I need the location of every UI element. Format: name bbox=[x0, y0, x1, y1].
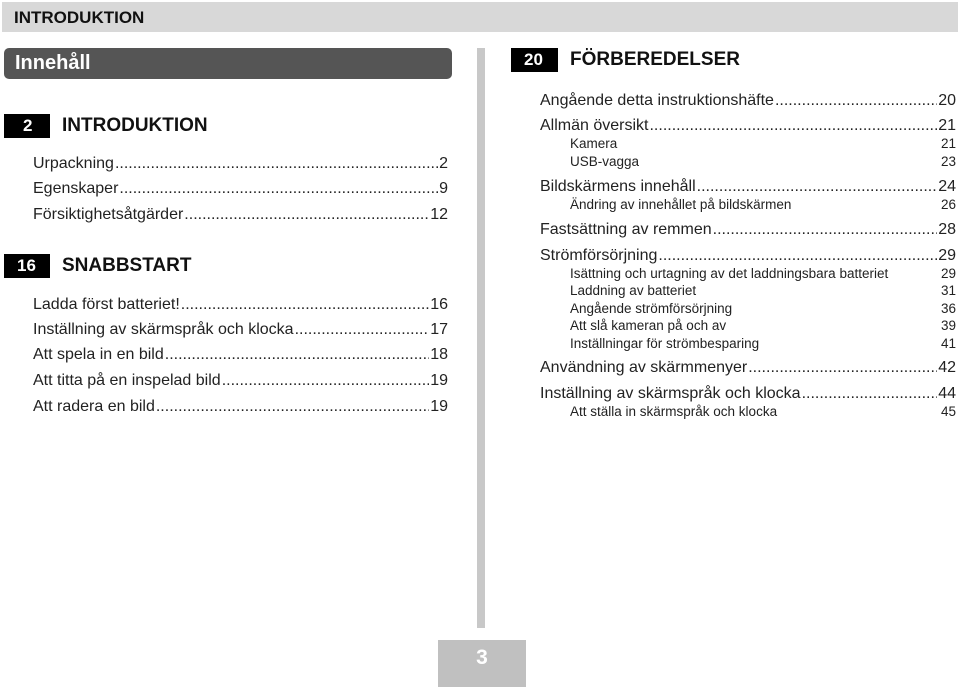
toc-entry[interactable] bbox=[540, 92, 956, 110]
toc-entry-text: Ladda först batteriet! bbox=[33, 296, 180, 313]
toc-entry-page: 21 bbox=[938, 117, 956, 134]
toc-entry[interactable] bbox=[540, 247, 956, 265]
column-divider bbox=[477, 48, 485, 628]
toc-subentry[interactable] bbox=[570, 301, 956, 316]
toc-entry-text: Angående detta instruktionshäfte bbox=[540, 92, 774, 109]
toc-entry[interactable] bbox=[540, 385, 956, 403]
toc-entry-page: 19 bbox=[430, 398, 448, 415]
toc-entry-page: 28 bbox=[938, 221, 956, 238]
toc-entry-page: 19 bbox=[430, 372, 448, 389]
toc-entry-page: 44 bbox=[938, 385, 956, 402]
toc-entry-page: 2 bbox=[439, 155, 448, 172]
toc-entry-page: 16 bbox=[430, 296, 448, 313]
toc-subentry-page: 29 bbox=[940, 266, 956, 281]
toc-leader bbox=[184, 206, 429, 224]
toc-subentry[interactable] bbox=[570, 266, 956, 281]
toc-leader bbox=[802, 385, 938, 403]
contents-heading-bar bbox=[4, 48, 452, 79]
toc-entry-page: 9 bbox=[439, 180, 448, 197]
toc-entry[interactable] bbox=[540, 178, 956, 196]
toc-subentry[interactable] bbox=[570, 197, 956, 212]
toc-entry[interactable] bbox=[33, 296, 448, 314]
toc-entry[interactable] bbox=[33, 346, 448, 364]
toc-leader bbox=[156, 398, 429, 416]
toc-entry-page: 24 bbox=[938, 178, 956, 195]
toc-subentry-text: Kamera bbox=[570, 136, 618, 151]
toc-entry-text: Inställning av skärmspråk och klocka bbox=[33, 321, 294, 338]
toc-subentry-page: 39 bbox=[940, 318, 956, 333]
toc-entry-text: Allmän översikt bbox=[540, 117, 649, 134]
toc-entry-text: Användning av skärmmenyer bbox=[540, 359, 748, 376]
toc-subentry[interactable] bbox=[570, 336, 956, 351]
toc-leader bbox=[697, 178, 938, 196]
toc-subentry-page: 26 bbox=[940, 197, 956, 212]
toc-entry-text: Inställning av skärmspråk och klocka bbox=[540, 385, 801, 402]
toc-leader bbox=[165, 346, 429, 364]
contents-heading: Innehåll bbox=[15, 52, 91, 74]
toc-entry[interactable] bbox=[33, 321, 448, 339]
toc-leader bbox=[181, 296, 429, 314]
toc-leader bbox=[649, 117, 937, 135]
toc-subentry[interactable] bbox=[570, 283, 956, 298]
chapter-title: INTRODUKTION bbox=[14, 8, 145, 27]
toc-entry-text: Egenskaper bbox=[33, 180, 119, 197]
toc-entry[interactable] bbox=[33, 180, 448, 198]
section-header-forberedelser bbox=[511, 48, 951, 72]
toc-entry-text: Bildskärmens innehåll bbox=[540, 178, 696, 195]
toc-entry-page: 17 bbox=[430, 321, 448, 338]
toc-subentry[interactable] bbox=[570, 404, 956, 419]
toc-entry[interactable] bbox=[33, 206, 448, 224]
section-title: SNABBSTART bbox=[62, 255, 192, 276]
toc-subentry-text: Ändring av innehållet på bildskärmen bbox=[570, 197, 792, 212]
toc-subentry-page: 36 bbox=[940, 301, 956, 316]
toc-subentry-text: USB-vagga bbox=[570, 154, 640, 169]
toc-leader bbox=[748, 359, 937, 377]
toc-leader bbox=[775, 92, 937, 110]
toc-entry[interactable] bbox=[540, 359, 956, 377]
page-number: 3 bbox=[476, 646, 488, 669]
toc-subentry-page: 45 bbox=[940, 404, 956, 419]
toc-entry-page: 42 bbox=[938, 359, 956, 376]
toc-subentry-text: Angående strömförsörjning bbox=[570, 301, 733, 316]
toc-entry-page: 12 bbox=[430, 206, 448, 223]
section-number: 20 bbox=[511, 48, 558, 72]
toc-entry-page: 20 bbox=[938, 92, 956, 109]
toc-subentry[interactable] bbox=[570, 318, 956, 333]
section-title: INTRODUKTION bbox=[62, 115, 208, 136]
toc-entry[interactable] bbox=[540, 221, 956, 239]
toc-leader bbox=[713, 221, 938, 239]
toc-entry[interactable] bbox=[540, 117, 956, 135]
page-number-box bbox=[438, 640, 526, 687]
toc-subentry-text: Inställningar för strömbesparing bbox=[570, 336, 760, 351]
toc-entry-text: Strömförsörjning bbox=[540, 247, 658, 264]
toc-entry[interactable] bbox=[33, 155, 448, 173]
section-number: 16 bbox=[4, 254, 50, 278]
toc-subentry[interactable] bbox=[570, 136, 956, 151]
toc-subentry-text: Att ställa in skärmspråk och klocka bbox=[570, 404, 778, 419]
toc-entry-text: Fastsättning av remmen bbox=[540, 221, 712, 238]
toc-entry-text: Att titta på en inspelad bild bbox=[33, 372, 221, 389]
toc-entry-text: Att radera en bild bbox=[33, 398, 155, 415]
toc-leader bbox=[119, 180, 438, 198]
toc-subentry-page: 23 bbox=[940, 154, 956, 169]
toc-subentry-text: Isättning och urtagning av det laddningsbara batteriet bbox=[570, 266, 889, 281]
toc-entry-text: Försiktighetsåtgärder bbox=[33, 206, 184, 223]
toc-entry-text: Urpackning bbox=[33, 155, 114, 172]
toc-subentry-page: 21 bbox=[940, 136, 956, 151]
toc-subentry-page: 41 bbox=[940, 336, 956, 351]
toc-entry-page: 18 bbox=[430, 346, 448, 363]
toc-leader bbox=[222, 372, 430, 390]
toc-subentry-text: Laddning av batteriet bbox=[570, 283, 697, 298]
toc-entry-page: 29 bbox=[938, 247, 956, 264]
toc-subentry[interactable] bbox=[570, 154, 956, 169]
toc-entry[interactable] bbox=[33, 398, 448, 416]
section-title: FÖRBEREDELSER bbox=[570, 49, 740, 70]
toc-subentry-text: Att slå kameran på och av bbox=[570, 318, 727, 333]
section-header-introduktion bbox=[4, 114, 454, 138]
toc-leader bbox=[658, 247, 937, 265]
toc-subentry-page: 31 bbox=[940, 283, 956, 298]
section-number: 2 bbox=[4, 114, 50, 138]
chapter-header bbox=[2, 2, 958, 32]
toc-leader bbox=[295, 321, 430, 339]
toc-leader bbox=[115, 155, 438, 173]
toc-entry[interactable] bbox=[33, 372, 448, 390]
section-header-snabbstart bbox=[4, 254, 454, 278]
toc-entry-text: Att spela in en bild bbox=[33, 346, 164, 363]
